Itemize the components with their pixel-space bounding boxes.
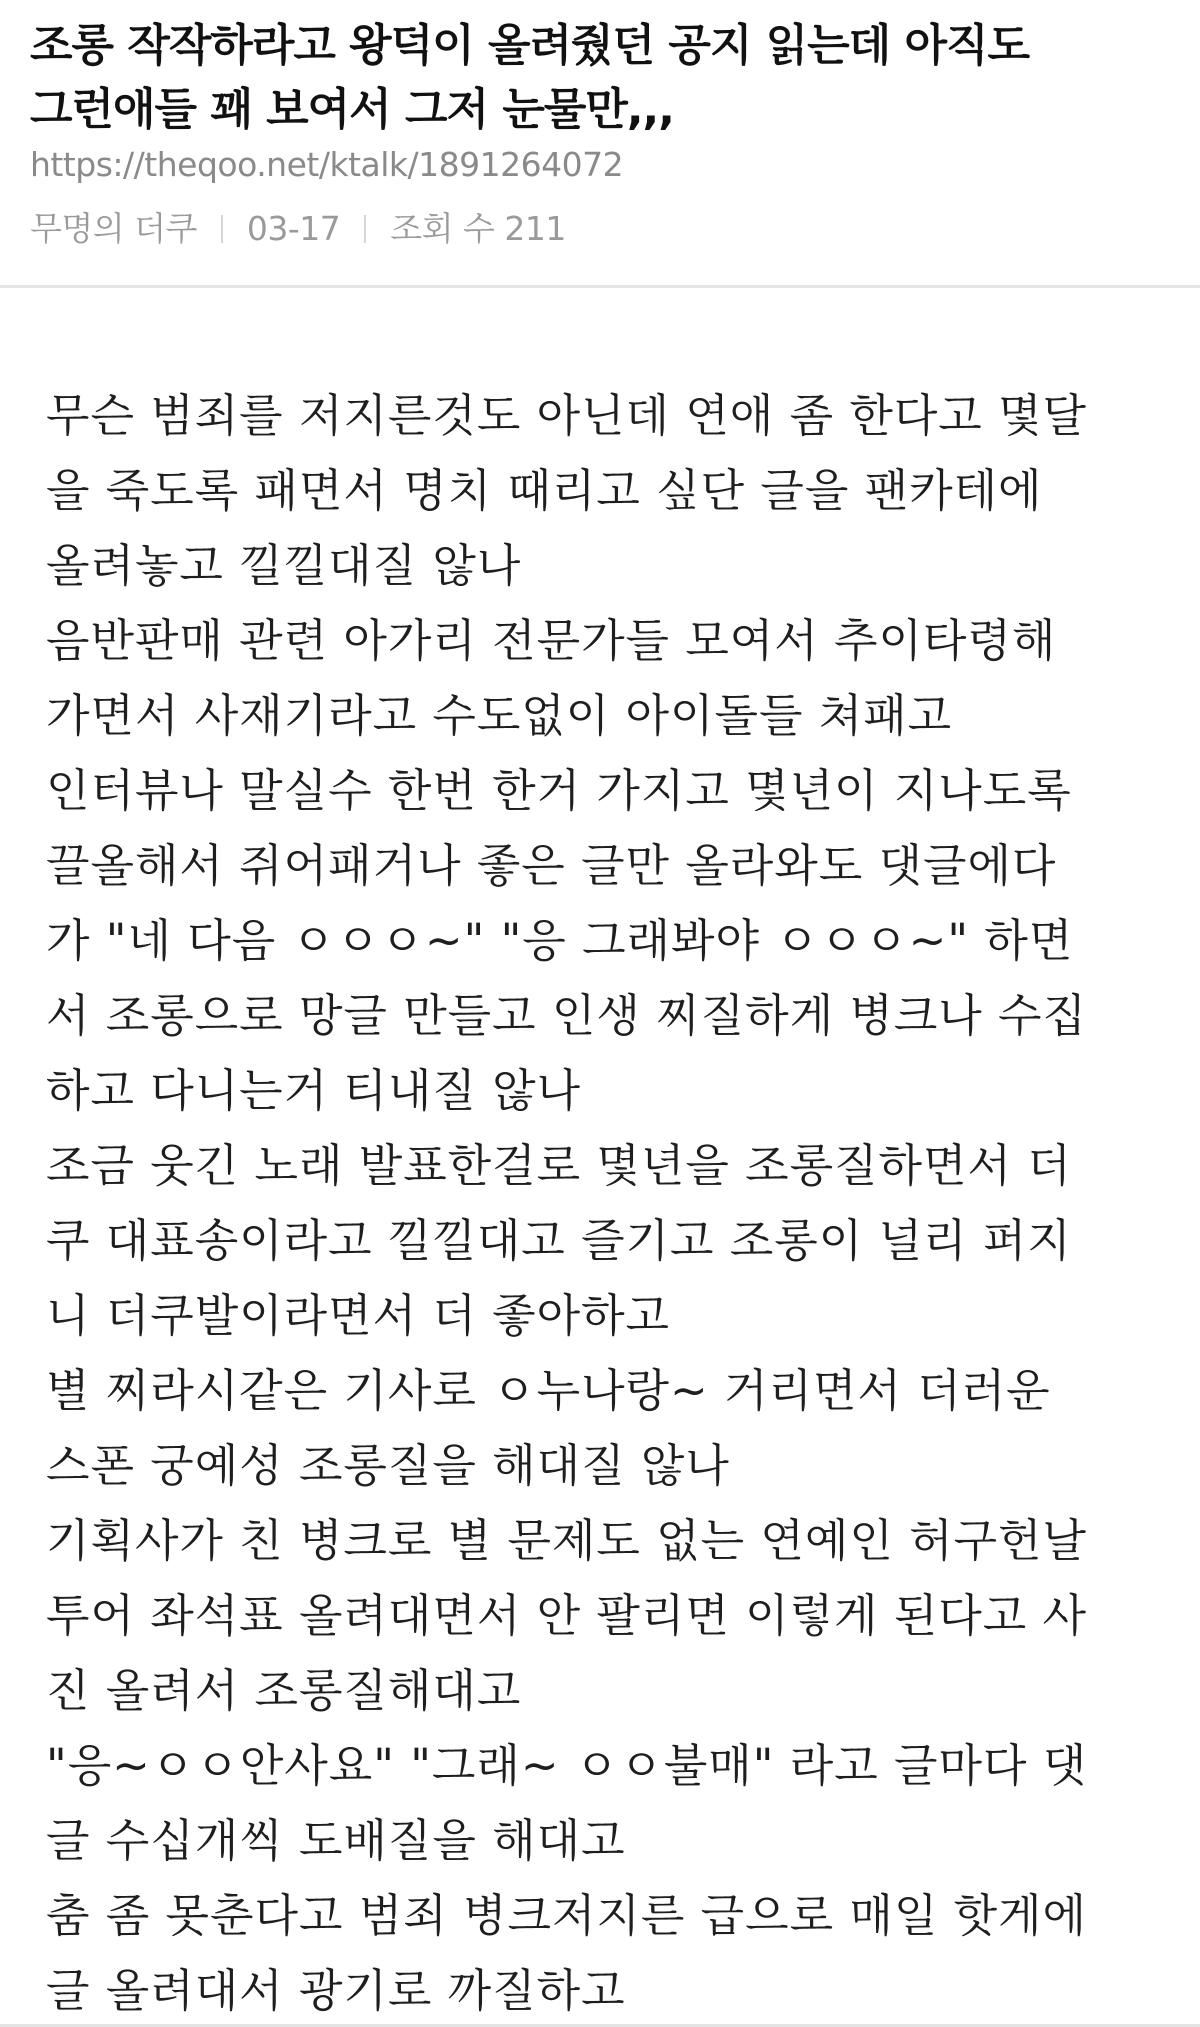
post-header [0, 0, 1200, 288]
body-line: 가면서 사재기라고 수도없이 아이돌들 쳐패고 [46, 689, 953, 742]
body-line: 글 수십개씩 도배질을 해대고 [46, 1814, 626, 1867]
body-line: 하고 다니는거 티내질 않나 [46, 1064, 582, 1117]
body-line: 올려놓고 낄낄대질 않나 [46, 539, 522, 592]
body-line: 기획사가 친 병크로 별 문제도 없는 연예인 허구헌날 [46, 1514, 1088, 1567]
body-line: 음반판매 관련 아가리 전문가들 모여서 추이타령해 [46, 614, 1057, 667]
post-author[interactable]: 무명의 더쿠 [30, 209, 197, 248]
body-line: 진 올려서 조롱질해대고 [46, 1664, 522, 1717]
body-line: 을 죽도록 패면서 명치 때리고 싶단 글을 팬카테에 [46, 464, 1043, 517]
body-line: 춤 좀 못춘다고 범죄 병크저지른 급으로 매일 핫게에 [46, 1889, 1088, 1942]
body-line: "응~ㅇㅇ안사요" "그래~ ㅇㅇ불매" 라고 글마다 댓 [46, 1739, 1088, 1792]
body-line: 무슨 범죄를 저지른것도 아닌데 연애 좀 한다고 몇달 [46, 389, 1088, 442]
body-line: 조금 웃긴 노래 발표한걸로 몇년을 조롱질하면서 더 [46, 1139, 1072, 1192]
post-body [46, 378, 1176, 2027]
post-title: 조롱 작작하라고 왕덕이 올려줬던 공지 읽는데 아직도 그런애들 꽤 보여서 그저 눈물만,,, [30, 20, 1029, 135]
body-line: 끌올해서 쥐어패거나 좋은 글만 올라와도 댓글에다 [46, 839, 1057, 892]
post-url-link[interactable]: https://theqoo.net/ktalk/1891264072 [30, 145, 624, 184]
meta-divider [221, 215, 223, 243]
body-line: 인터뷰나 말실수 한번 한거 가지고 몇년이 지나도록 [46, 764, 1072, 817]
post-view-count: 조회 수 211 [390, 209, 566, 248]
body-line: 글 올려대서 광기로 까질하고 [46, 1964, 626, 2017]
body-line: 니 더쿠발이라면서 더 좋아하고 [46, 1289, 671, 1342]
body-line: 쿠 대표송이라고 낄낄대고 즐기고 조롱이 널리 퍼지 [46, 1214, 1072, 1267]
body-line: 가 "네 다음 ㅇㅇㅇ~" "응 그래봐야 ㅇㅇㅇ~" 하면 [46, 914, 1074, 967]
post-date: 03-17 [246, 209, 341, 248]
body-line: 서 조롱으로 망글 만들고 인생 찌질하게 병크나 수집 [46, 989, 1088, 1042]
body-line: 스폰 궁예성 조롱질을 해대질 않나 [46, 1439, 730, 1492]
body-line: 별 찌라시같은 기사로 ㅇ누나랑~ 거리면서 더러운 [46, 1364, 1051, 1417]
post-meta [30, 204, 566, 254]
body-line: 투어 좌석표 올려대면서 안 팔리면 이렇게 된다고 사 [46, 1589, 1088, 1642]
meta-divider [364, 215, 366, 243]
